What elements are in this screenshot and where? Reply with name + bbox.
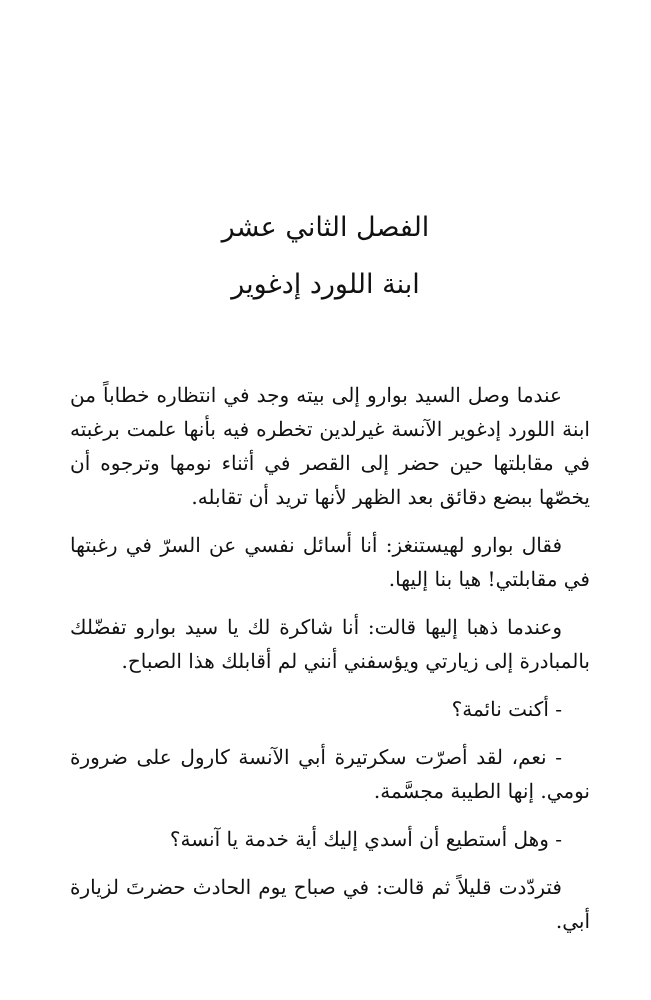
paragraph: عندما وصل السيد بوارو إلى بيته وجد في انتظاره خطاباً من ابنة اللورد إدغوير الآنسة غيرلدين تخطره فيه بأنها علمت برغبته في مقابلتها حين حضر إلى القصر في أثناء نومها وترجوه أن يخصّها ببضع دقائق بعد الظهر لأنها تريد أن تقابله. [70, 383, 590, 509]
paragraph: فتردّدت قليلاً ثم قالت: في صباح يوم الحادث حضرتَ لزيارة أبي. [70, 875, 590, 933]
chapter-number-title: الفصل الثاني عشر [221, 212, 430, 243]
dialogue-line: - وهل أستطيع أن أسدي إليك أية خدمة يا آنسة؟ [169, 827, 562, 851]
paragraph: فقال بوارو لهيستنغز: أنا أسائل نفسي عن السرّ في رغبتها في مقابلتي! هيا بنا إليها. [70, 533, 590, 591]
dialogue-line: - أكنت نائمة؟ [451, 697, 562, 721]
paragraph: وعندما ذهبا إليها قالت: أنا شاكرة لك يا سيد بوارو تفضّلك بالمبادرة إلى زيارتي ويؤسفني أنني لم أقابلك هذا الصباح. [70, 615, 590, 673]
dialogue-line: - نعم، لقد أصرّت سكرتيرة أبي الآنسة كارول على ضرورة نومي. إنها الطيبة مجسَّمة. [70, 745, 590, 803]
chapter-title: ابنة اللورد إدغوير [231, 269, 420, 300]
chapter-body [70, 378, 590, 938]
